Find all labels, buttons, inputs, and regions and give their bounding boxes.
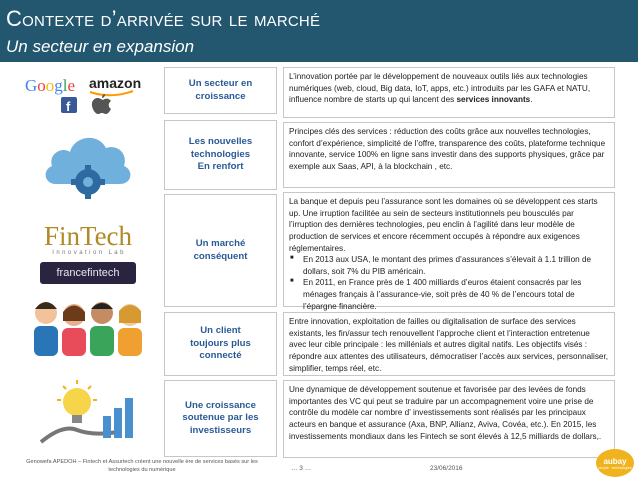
- connected-clients-image: [18, 293, 158, 359]
- row-label-sector: Un secteur en croissance: [164, 67, 277, 114]
- gafa-logos-image: [23, 67, 153, 117]
- slide-title: Contexte d’arrivée sur le marché: [6, 6, 321, 31]
- market-figures-list: [289, 254, 609, 312]
- svg-text:f: f: [66, 99, 71, 114]
- cloud-gear-icon: [42, 126, 134, 206]
- row-label-client: Un client toujours plus connecté: [164, 312, 277, 376]
- row-desc-client-text: Entre innovation, exploitation de failles ou digitalisation de surface des services existants, les fin/assur tech renouvellent l’approche client et l’interaction entretenue avec leur cible principale : les millénials et autres digital natifs. Les objectifs visés : répondre aux attentes des utilisateurs, démocratiser l’accès aux services, personnaliser, simplifier, temps réel, etc.: [289, 317, 609, 373]
- fintech-logo-text: FinTech: [43, 220, 133, 251]
- row-desc-client: [283, 312, 615, 376]
- slide-subtitle: Un secteur en expansion: [6, 37, 195, 56]
- services-innovants-highlight: services innovants: [456, 95, 531, 105]
- francefintech-logo: [40, 262, 136, 284]
- row-label-market: Un marché conséquent: [164, 194, 277, 307]
- row-label-investors: Une croissance soutenue par les investisseurs: [164, 380, 277, 457]
- row-desc-sector-text: L’innovation portée par le développement de nouveaux outils liés aux technologies numériques (web, cloud, Big data, IoT, apps, etc.) introduits par les GAFA et NATU, influence nombre de starts up qui lancent des services innovants.: [289, 72, 591, 105]
- row-desc-market: [283, 192, 615, 311]
- fintech-lab-logo: [25, 220, 151, 256]
- row-desc-technologies-text: Principes clés des services : réduction des coûts grâce aux nouvelles technologies, confort d’expérience, simplicité de l’offre, transparence des coûts, plateforme technique innovante, service 100% en ligne sans investir dans des supports physiques, grâce par exemple aux Saas, API, à la blockchain , etc.: [289, 127, 606, 171]
- investment-image: [18, 372, 158, 452]
- row-desc-technologies: [283, 122, 615, 188]
- fintech-logos: [18, 218, 158, 288]
- cloud-logo: [18, 126, 158, 206]
- row-desc-market-text: La banque et depuis peu l’assurance sont les domaines où se développent ces starts up. Une irruption facilitée au sein de secteurs institutionnels peu bousculés par l’irruption des dernières technologies, peu enclin à l’agilité dans leur modèle de production de services et encore récemment occupés à répondre aux exigences réglementaires.: [289, 197, 598, 253]
- people-illustration: [28, 293, 148, 359]
- row-label-technologies: Les nouvelles technologies En renfort: [164, 120, 277, 190]
- row-desc-investors-text: Une dynamique de développement soutenue et favorisée par des levées de fonds importantes des VC qui peut se traduire par un accompagnement voire une prise de contrôle du modèle car nombre d’ investissements sont réalisés par les principaux acteurs en banque et assurance (Axa, BNP, Allianz, Aviva, Covéa, etc.). En 2015, les investissements mondiaux dans les Fintech se sont élevés à 12,5 milliards de dollars,.: [289, 385, 602, 441]
- growth-illustration: [33, 372, 143, 452]
- fintech-logo-subtext: I n n o v a t i o n L a b: [52, 249, 124, 256]
- brand-tagline: people · technologies: [598, 465, 632, 470]
- svg-text:Google: Google: [25, 76, 76, 95]
- footer-author: Genowefa APEDOH – Fintech et Assurtech créent une nouvelle ère de services basés sur les technologies du numérique: [26, 459, 258, 473]
- row-desc-investors: [283, 380, 615, 458]
- list-item: ■ En 2013 aux USA, le montant des primes d’assurances s’élevait à 1.1 trillion de dollars, soit 7% du PIB américain.: [300, 254, 609, 277]
- row-desc-sector: [283, 67, 615, 118]
- page-number: … 3 …: [291, 465, 312, 472]
- svg-text:amazon: amazon: [89, 75, 142, 91]
- tech-giants-logos: [18, 66, 158, 118]
- brand-name: aubay: [603, 456, 627, 466]
- aubay-logo: [596, 449, 634, 477]
- list-item: ■ En 2011, en France près de 1 400 milliards d’euros étaient consacrés par les ménages français à l’assurance-vie, soit près de 40 % de l’encours total de l’épargne financière.: [300, 277, 609, 312]
- footer-date: 23/06/2016: [430, 465, 463, 472]
- title-bar: [0, 0, 638, 62]
- francefintech-logo-text: francefintech: [56, 266, 120, 279]
